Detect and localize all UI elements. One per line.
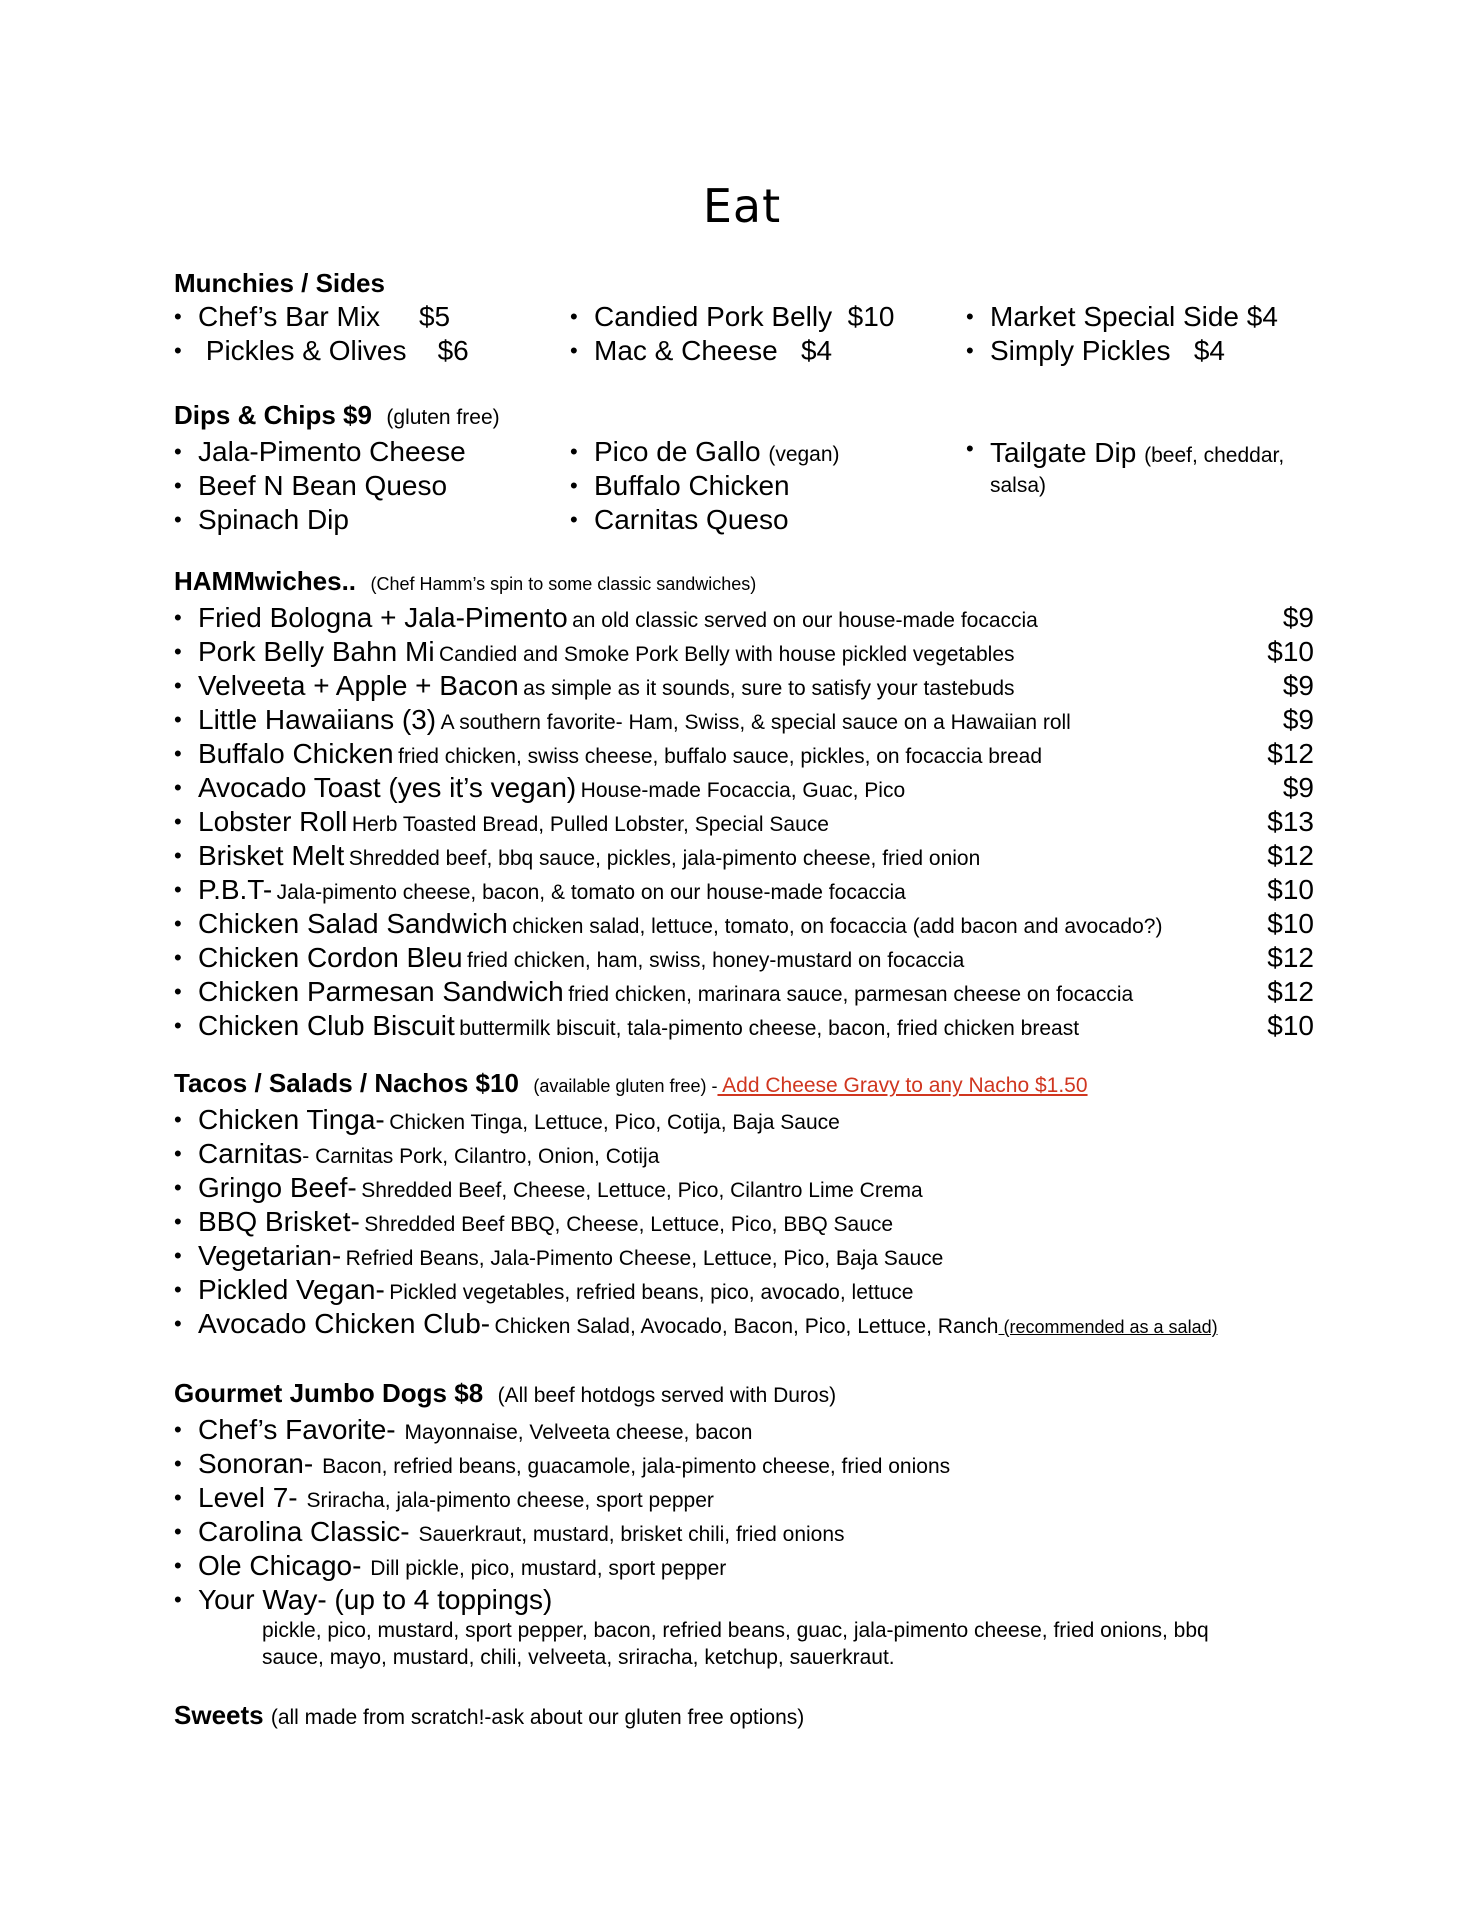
table-row [174,839,1314,873]
munchies-grid [174,300,1314,368]
item-desc: Jala-pimento cheese, bacon, & tomato on our house-made focaccia [276,881,906,904]
item-price: $9 [1282,704,1314,735]
item-name: Chicken Tinga- [198,1104,385,1135]
item-price: $10 [1267,1010,1314,1041]
munchies-col-3 [966,300,1314,368]
item-desc: Chicken Tinga, Lettuce, Pico, Cotija, Baja Sauce [389,1111,840,1134]
table-row [174,941,1314,975]
list-item [174,1307,1314,1341]
table-row [174,873,1314,907]
item-name: Ole Chicago- [198,1550,362,1581]
item-price: $12 [1267,942,1314,973]
item-price: $9 [1282,772,1314,803]
item-name: Avocado Chicken Club- [198,1308,491,1339]
section-heading: Tacos / Salads / Nachos $10 (available gluten free) - Add Cheese Gravy to any Nacho $1.50 [174,1068,1088,1098]
item-name: Pork Belly Bahn Mi [198,636,435,667]
item-name: Level 7- [198,1482,298,1513]
table-row [174,975,1314,1009]
item-name: Little Hawaiians (3) [198,704,437,735]
dips-section [174,398,1314,537]
list-item [174,1447,1314,1481]
item-desc: Pickled vegetables, refried beans, pico, avocado, lettuce [389,1281,914,1304]
section-heading: HAMMwiches.. (Chef Hamm’s spin to some classic sandwiches) [174,566,757,596]
item-name: Sonoran- [198,1448,314,1479]
item-name: Your Way- (up to 4 toppings) [198,1584,553,1615]
sweets-section [174,1698,1314,1735]
dips-col-3 [966,435,1314,537]
item-name: Velveeta + Apple + Bacon [198,670,519,701]
list-item: • Candied Pork Belly $10 [570,300,966,334]
item-name: Lobster Roll [198,806,348,837]
table-row [174,805,1314,839]
item-note: (recommended as a salad) [998,1317,1218,1337]
list-item: • Jala-Pimento Cheese [174,435,570,469]
item-name: Fried Bologna + Jala-Pimento [198,602,568,633]
item-name: Carolina Classic- [198,1516,410,1547]
item-price: $12 [1267,976,1314,1007]
item-desc: fried chicken, ham, swiss, honey-mustard on focaccia [467,949,965,972]
cheese-gravy-note: Add Cheese Gravy to any Nacho $1.50 [717,1074,1088,1097]
tacos-section [174,1066,1314,1341]
item-name: Chicken Cordon Bleu [198,942,463,973]
section-heading: Munchies / Sides [174,268,385,298]
toppings-list: pickle, pico, mustard, sport pepper, bacon, refried beans, guac, jala-pimento cheese, fried onions, bbq sauce, mayo, mustard, chili, velveeta, sriracha, ketchup, sauerkraut. [262,1619,1209,1669]
list-item [174,1549,1314,1583]
table-row [174,601,1314,635]
table-row [174,1009,1314,1043]
item-desc: an old classic served on our house-made focaccia [572,609,1038,632]
item-desc: chicken salad, lettuce, tomato, on focaccia (add bacon and avocado?) [512,915,1163,938]
item-name: Chef’s Favorite- [198,1414,396,1445]
dogs-list [174,1413,1314,1617]
item-name: BBQ Brisket- [198,1206,360,1237]
list-item [174,1583,1314,1617]
tacos-list [174,1103,1314,1341]
item-desc: Shredded Beef BBQ, Cheese, Lettuce, Pico, BBQ Sauce [364,1213,894,1236]
item-name: Vegetarian- [198,1240,342,1271]
table-row [174,737,1314,771]
item-desc: House-made Focaccia, Guac, Pico [580,779,906,802]
dips-col-1 [174,435,570,537]
item-name: Pickled Vegan- [198,1274,385,1305]
list-item [174,1239,1314,1273]
item-name: Brisket Melt [198,840,345,871]
item-name: Gringo Beef- [198,1172,357,1203]
item-price: $12 [1267,738,1314,769]
list-item: • Buffalo Chicken [570,469,966,503]
list-item: • Beef N Bean Queso [174,469,570,503]
item-desc: fried chicken, marinara sauce, parmesan cheese on focaccia [568,983,1134,1006]
list-item [174,1515,1314,1549]
list-item: • Simply Pickles $4 [966,334,1314,368]
list-item: • Pickles & Olives $6 [174,334,570,368]
item-price: $9 [1282,602,1314,633]
list-item: • Pico de Gallo (vegan) [570,435,966,469]
table-row [174,907,1314,941]
dips-col-2 [570,435,966,537]
item-desc: Refried Beans, Jala-Pimento Cheese, Lettuce, Pico, Baja Sauce [345,1247,944,1270]
section-heading: Sweets (all made from scratch!-ask about our gluten free options) [174,1700,805,1730]
dogs-section [174,1376,1314,1671]
dips-grid [174,435,1314,537]
table-row [174,771,1314,805]
table-row [174,669,1314,703]
list-item [174,1481,1314,1515]
item-name: Buffalo Chicken [198,738,394,769]
item-desc: - Carnitas Pork, Cilantro, Onion, Cotija [302,1145,660,1168]
item-price: $13 [1267,806,1314,837]
item-desc: Candied and Smoke Pork Belly with house pickled vegetables [439,643,1015,666]
list-item [174,1273,1314,1307]
table-row [174,635,1314,669]
list-item [174,1103,1314,1137]
item-name: Carnitas [198,1138,303,1169]
list-item [174,1137,1314,1171]
munchies-col-1 [174,300,570,368]
munchies-col-2 [570,300,966,368]
list-item: • Mac & Cheese $4 [570,334,966,368]
list-item: • Carnitas Queso [570,503,966,537]
hammwiches-list [174,601,1314,1043]
munchies-section [174,266,1314,368]
section-heading: Gourmet Jumbo Dogs $8 (All beef hotdogs served with Duros) [174,1378,837,1408]
item-name: Chicken Club Biscuit [198,1010,455,1041]
list-item: • Chef’s Bar Mix $5 [174,300,570,334]
item-name: Chicken Salad Sandwich [198,908,508,939]
item-price: $9 [1282,670,1314,701]
item-desc: Shredded Beef, Cheese, Lettuce, Pico, Cilantro Lime Crema [361,1179,923,1202]
item-desc: buttermilk biscuit, tala-pimento cheese, bacon, fried chicken breast [459,1017,1080,1040]
item-desc: Sauerkraut, mustard, brisket chili, fried onions [418,1523,845,1546]
item-desc: Shredded beef, bbq sauce, pickles, jala-pimento cheese, fried onion [348,847,981,870]
page-title: Eat [702,179,782,233]
hammwiches-section [174,564,1314,1043]
item-name: P.B.T- [198,874,273,905]
item-desc: Herb Toasted Bread, Pulled Lobster, Special Sauce [351,813,829,836]
item-desc: Chicken Salad, Avocado, Bacon, Pico, Lettuce, Ranch [494,1315,999,1338]
item-desc: as simple as it sounds, sure to satisfy your tastebuds [523,677,1015,700]
list-item [174,1413,1314,1447]
list-item: • Market Special Side $4 [966,300,1314,334]
list-item [174,1171,1314,1205]
item-price: $10 [1267,908,1314,939]
list-item [174,1205,1314,1239]
item-desc: Bacon, refried beans, guacamole, jala-pimento cheese, fried onions [322,1455,951,1478]
item-price: $10 [1267,636,1314,667]
item-desc: Dill pickle, pico, mustard, sport pepper [370,1557,727,1580]
item-desc: Mayonnaise, Velveeta cheese, bacon [404,1421,753,1444]
list-item: • Tailgate Dip (beef, cheddar, salsa) [966,435,1314,499]
item-desc: Sriracha, jala-pimento cheese, sport pepper [306,1489,714,1512]
list-item: • Spinach Dip [174,503,570,537]
item-price: $12 [1267,840,1314,871]
item-desc: A southern favorite- Ham, Swiss, & special sauce on a Hawaiian roll [440,711,1071,734]
section-heading: Dips & Chips $9 (gluten free) [174,400,500,430]
item-price: $10 [1267,874,1314,905]
table-row [174,703,1314,737]
item-name: Avocado Toast (yes it’s vegan) [198,772,577,803]
item-name: Chicken Parmesan Sandwich [198,976,564,1007]
item-desc: fried chicken, swiss cheese, buffalo sauce, pickles, on focaccia bread [398,745,1043,768]
